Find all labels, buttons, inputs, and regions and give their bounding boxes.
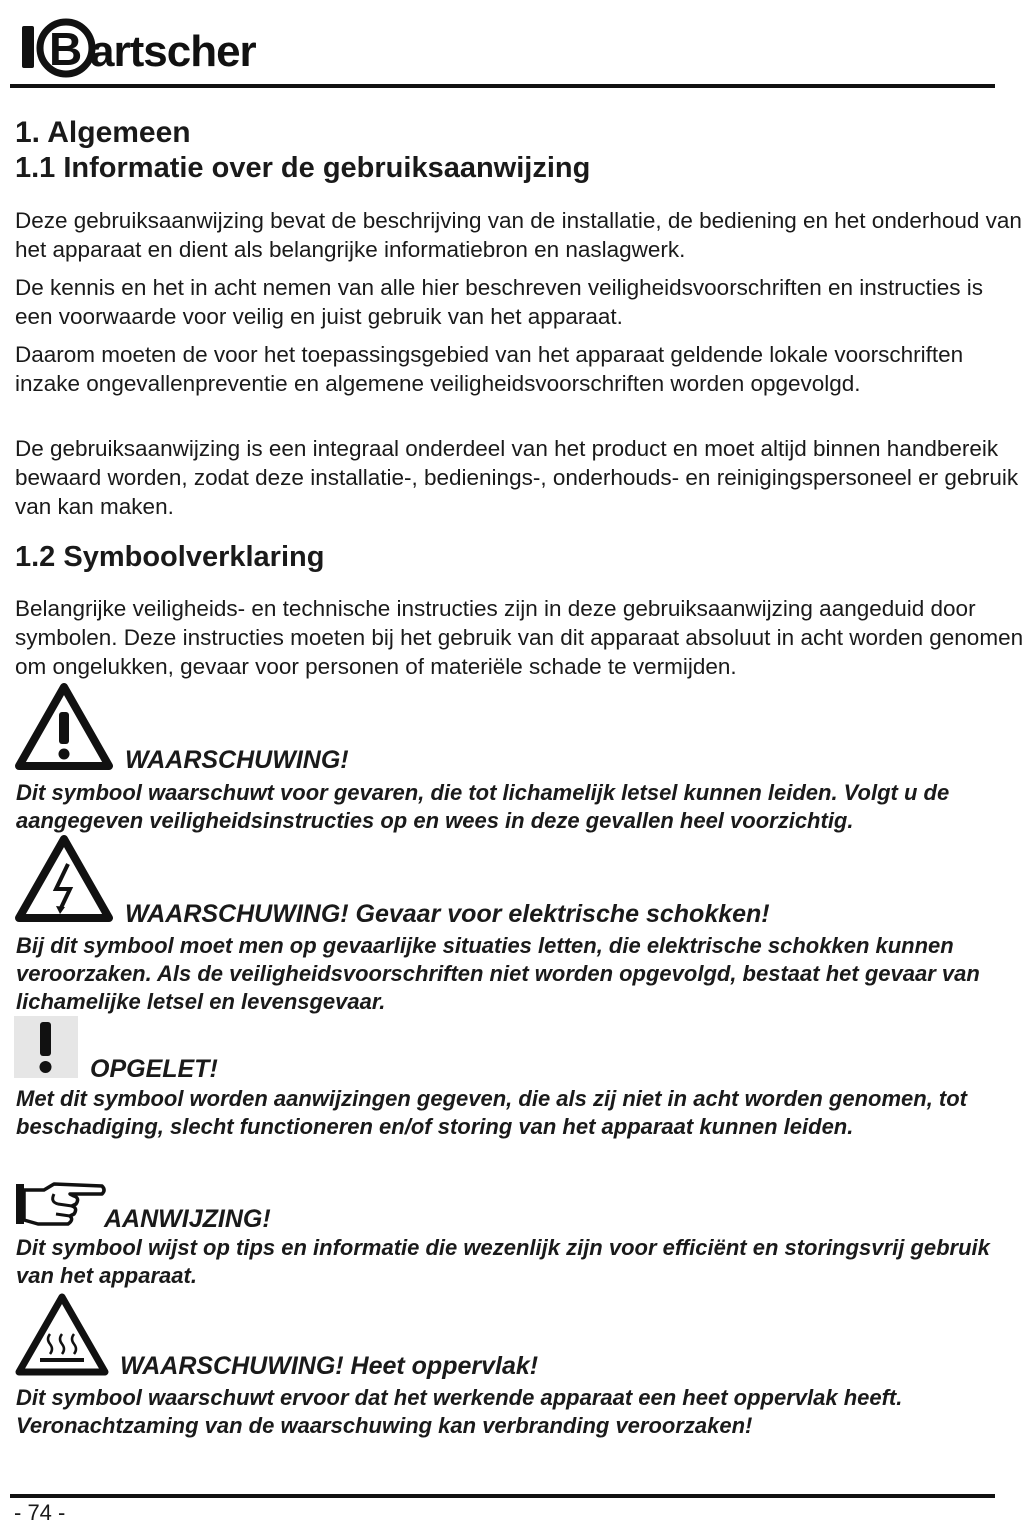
electric-shock-icon <box>14 834 114 924</box>
footer-rule <box>10 1494 995 1498</box>
subsection-title-1-1: 1.1 Informatie over de gebruiksaanwijzing <box>15 152 591 184</box>
warning-text-note: Dit symbool wijst op tips en informatie die wezenlijk zijn voor efficiënt en storingsvrij gebruik van het apparaat. <box>16 1235 990 1288</box>
hot-surface-icon <box>14 1292 110 1378</box>
paragraph-3: Daarom moeten de voor het toepassingsgebied van het apparaat geldende lokale voorschriften inzake ongevallenpreventie en algemene veiligheidsvoorschriften worden opgevolgd. <box>15 342 964 396</box>
pointing-hand-icon <box>14 1180 106 1228</box>
warning-triangle-icon <box>14 682 114 772</box>
header-rule <box>10 84 995 88</box>
warning-title-note: AANWIJZING! <box>104 1205 271 1233</box>
warning-text-general: Dit symbool waarschuwt voor gevaren, die tot lichamelijk letsel kunnen leiden. Volgt u de aangegeven veiligheidsinstructies op en wees in deze gevallen heel voorzichtig. <box>16 780 950 833</box>
warning-title-attention: OPGELET! <box>90 1055 218 1083</box>
svg-text:B: B <box>49 23 83 75</box>
warning-title-hot-surface: WAARSCHUWING! Heet oppervlak! <box>120 1352 539 1380</box>
section-title: 1. Algemeen <box>15 116 191 149</box>
exclamation-icon <box>14 1016 78 1078</box>
symbols-intro-paragraph: Belangrijke veiligheids- en technische instructies zijn in deze gebruiksaanwijzing aangeduid door symbolen. Deze instructies moeten bij het gebruik van dit apparaat absoluut in acht worden genomen om ongelukken, gevaar voor personen of materiële schade te vermijden. <box>15 596 1024 679</box>
subsection-title-1-2: 1.2 Symboolverklaring <box>15 541 325 573</box>
paragraph-4: De gebruiksaanwijzing is een integraal onderdeel van het product en moet altijd binnen handbereik bewaard worden, zodat deze installatie-, bedienings-, onderhouds- en reinigingspersoneel er gebruik van kan maken. <box>15 436 1019 519</box>
warning-text-hot-surface: Dit symbool waarschuwt ervoor dat het werkende apparaat een heet oppervlak heeft. Veronachtzaming van de waarschuwing kan verbranding veroorzaken! <box>16 1385 903 1438</box>
svg-text:artscher: artscher <box>90 27 256 76</box>
warning-title-electric: WAARSCHUWING! Gevaar voor elektrische schokken! <box>125 900 770 928</box>
warning-title-general: WAARSCHUWING! <box>125 746 349 774</box>
paragraph-2: De kennis en het in acht nemen van alle hier beschreven veiligheidsvoorschriften en instructies is een voorwaarde voor veilig en juist gebruik van het apparaat. <box>15 275 984 329</box>
page-number: - 74 - <box>14 1500 66 1525</box>
paragraph-1: Deze gebruiksaanwijzing bevat de beschrijving van de installatie, de bediening en het onderhoud van het apparaat en dient als belangrijke informatiebron en naslagwerk. <box>15 208 1022 262</box>
warning-text-electric: Bij dit symbool moet men op gevaarlijke situaties letten, die elektrische schokken kunnen veroorzaken. Als de veiligheidsvoorschriften niet worden opgevolgd, bestaat het gevaar van lichamelijke letsel en levensgevaar. <box>16 933 980 1014</box>
bartscher-logo <box>18 8 258 82</box>
warning-text-attention: Met dit symbool worden aanwijzingen gegeven, die als zij niet in acht worden genomen, tot beschadiging, slecht functioneren en/of storing van het apparaat kunnen leiden. <box>16 1086 968 1139</box>
